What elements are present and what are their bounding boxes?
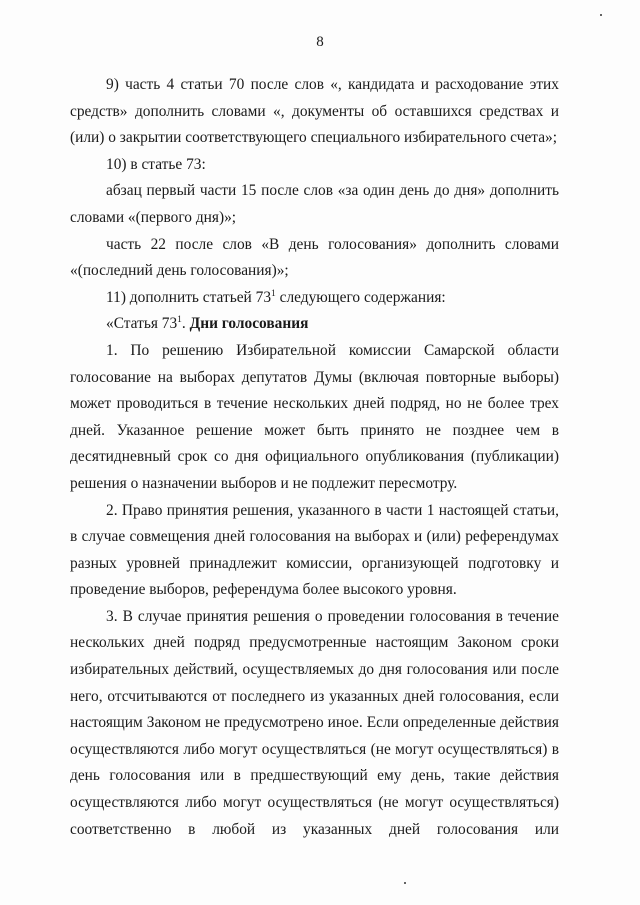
article-heading: [70, 311, 559, 338]
page-number: 8: [316, 34, 324, 50]
article-title: Дни голосования: [189, 315, 309, 333]
clause-3-paragraph: 3. В случае принятия решения о проведении голосования в течение нескольких дней подряд предусмотренные настоящим Законом сроки избирательных действий, осуществляемых до дня голосования или после него, отсчитываются от последнего из указанных дней голосования, если настоящим Законом не предусмотрено иное. Если определенные действия осуществляются либо могут осуществляться (не могут осуществляться) в день голосования или в предшествующий ему день, такие действия осуществляются либо могут осуществляться (не могут осуществляться) соответственно в любой из указанных дней голосования или: [70, 607, 559, 838]
article-label: «Статья 73: [106, 315, 178, 333]
item-10-part22-paragraph: часть 22 после слов «В день голосования» дополнить словами «(последний день голосования)»;: [70, 235, 559, 280]
item-11-tail: следующего содержания:: [275, 288, 446, 306]
item-11-text: 11) дополнить статьей 73: [106, 288, 272, 306]
item-10-paragraph: 10) в статье 73:: [106, 155, 206, 173]
scan-speck: [404, 882, 406, 884]
clause-2-paragraph: 2. Право принятия решения, указанного в части 1 настоящей статьи, в случае совмещения дней голосования на выборах и (или) референдумах разных уровней принадлежит комиссии, организующей подготовку и проведение выборов, референдума более высокого уровня.: [70, 501, 559, 599]
document-body: [70, 72, 559, 843]
article-dot: .: [181, 315, 190, 333]
item-11-paragraph: [70, 285, 559, 312]
item-9-paragraph: 9) часть 4 статьи 70 после слов «, кандидата и расходование этих средств» дополнить словами «, документы об оставшихся средствах и (или) о закрытии соответствующего специального избирательного счета»;: [70, 76, 559, 147]
scan-speck: [600, 14, 602, 16]
article-superscript: 1: [177, 315, 182, 326]
item-11-superscript: 1: [271, 288, 276, 299]
item-10-abzac-paragraph: абзац первый части 15 после слов «за один день до дня» дополнить словами «(первого дня)»;: [70, 182, 559, 226]
clause-1-paragraph: 1. По решению Избирательной комиссии Самарской области голосование на выборах депутатов Думы (включая повторные выборы) может проводиться в течение нескольких дней подряд, но не более трех дней. Указанное решение может быть принято не позднее чем в десятидневный срок со дня официального опубликования (публикации) решения о назначении выборов и не подлежит пересмотру.: [70, 341, 559, 492]
